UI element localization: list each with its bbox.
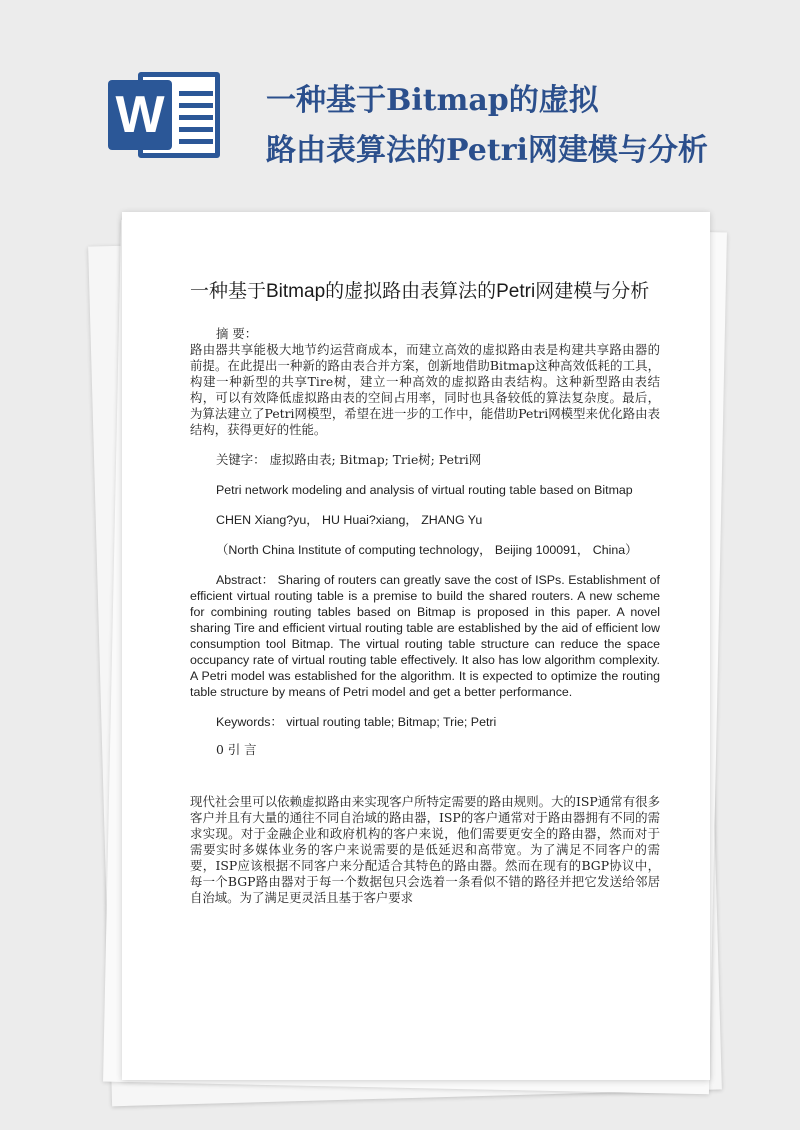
abstract-label-zh: 摘 要： <box>216 326 258 341</box>
authors: CHEN Xiang?yu， HU Huai?xiang， ZHANG Yu <box>216 513 483 527</box>
document-page <box>122 212 710 1080</box>
intro-paragraph: 现代社会里可以依赖虚拟路由来实现客户所特定需要的路由规则。大的ISP通常有很多客户并且有大量的通往不同自治域的路由器，ISP的客户通常对于路由器拥有不同的需求实现。对于金融企业和政府机构的客户来说，他们需要更安全的路由器，然而对于需要实时多媒体业务的客户来说需要的是低延迟和高带宽。为了满足不同客户的需要，ISP应该根据不同客户来分配适合其特色的路由器。然而在现有的BGP协议中，每一个BGP路由器对于每一个数据包只会选着一条看似不错的路径并把它发送给邻居自治域。为了满足更灵活且基于客户要求 <box>190 794 660 905</box>
word-document-icon <box>108 72 220 158</box>
header-title <box>266 76 786 176</box>
affiliation: （North China Institute of computing technology， Beijing 100091， China） <box>216 543 638 557</box>
abstract-en: Abstract： Sharing of routers can greatly save the cost of ISPs. Establishment of efficient virtual routing table is a premise to build the shared routers. A new scheme for combining routing tables based on Bitmap is proposed in this paper. A novel sharing Tire and efficient virtual routing table are established by the aid of efficient low consumption tool Bitmap. The virtual routing table structure can reduce the space occupancy rate of virtual routing table effectively. It also has low algorithm complexity. A Petri model was established for the algorithm. It is expected to optimize the routing table structure by means of Petri model and get a better performance. <box>190 573 660 699</box>
document-title: 一种基于Bitmap的虚拟路由表算法的Petri网建模与分析 <box>190 281 650 302</box>
header-title-line-1: 一种基于Bitmap的虚拟 <box>266 83 599 118</box>
page-header <box>0 0 800 210</box>
english-title: Petri network modeling and analysis of virtual routing table based on Bitmap <box>216 483 633 497</box>
abstract-zh: 路由器共享能极大地节约运营商成本，而建立高效的虚拟路由表是构建共享路由器的前提。在此提出一种新的路由表合并方案，创新地借助Bitmap这种高效低耗的工具，构建一种新型的共享Tire树，建立一种高效的虚拟路由表结构。这种新型路由表结构，可以有效降低虚拟路由表的空间占用率，同时也具备较低的算法复杂度。最后，为算法建立了Petri网模型，希望在进一步的工作中，能借助Petri网模型来优化路由表结构，获得更好的性能。 <box>190 342 660 437</box>
header-title-line-2: 路由表算法的Petri网建模与分析 <box>266 133 708 168</box>
keywords-zh: 关键字： 虚拟路由表; Bitmap; Trie树; Petri网 <box>216 452 482 467</box>
keywords-en: Keywords： virtual routing table; Bitmap; Trie; Petri <box>216 715 497 729</box>
word-w-badge: W <box>108 80 172 150</box>
section-heading: 0 引 言 <box>216 742 257 757</box>
document-content <box>190 278 660 906</box>
